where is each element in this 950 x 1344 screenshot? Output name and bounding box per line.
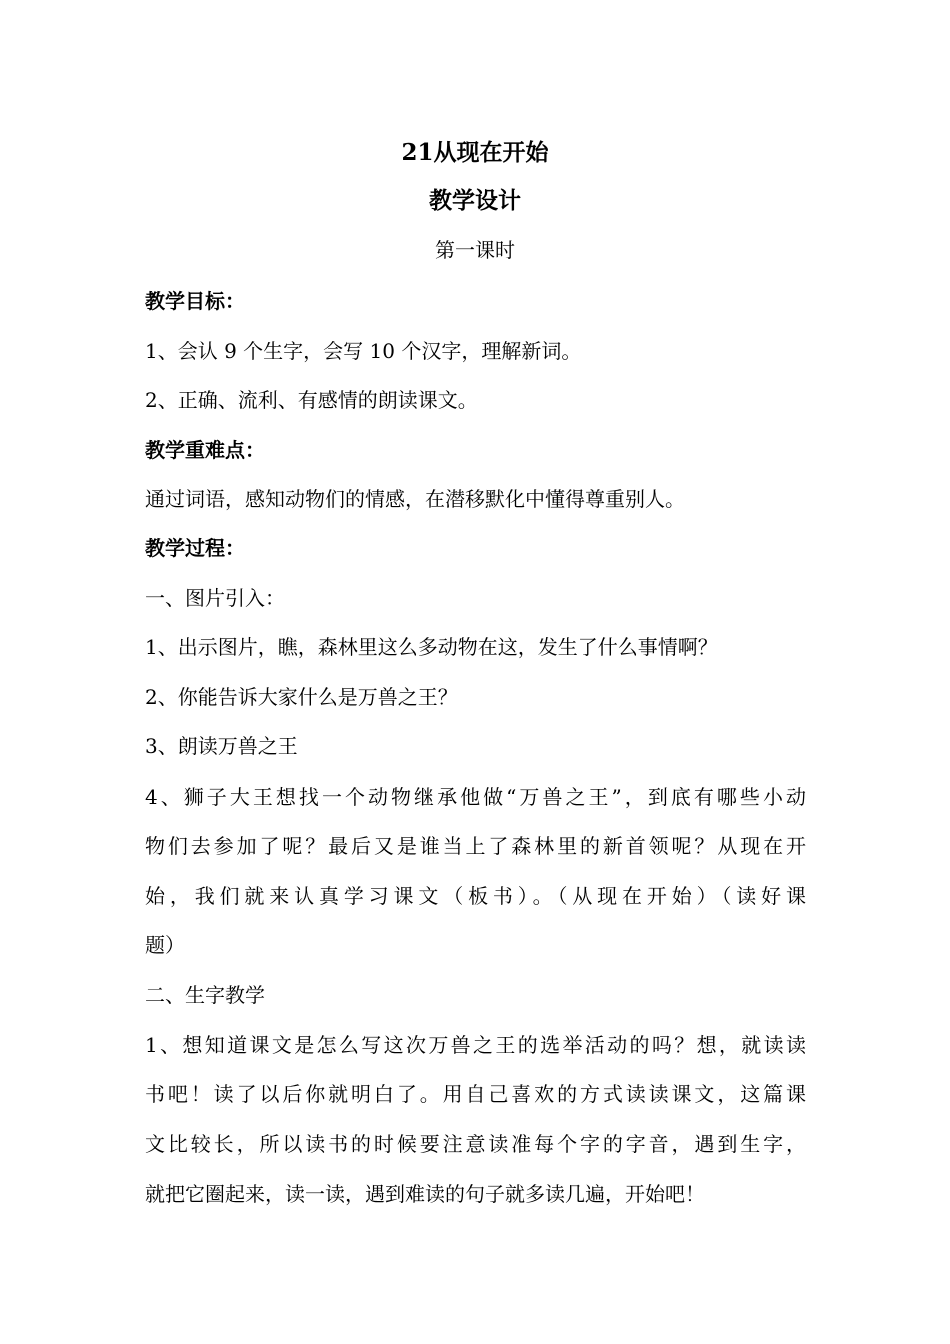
section1-item4-line: 题）	[145, 933, 185, 957]
key-points-text: 通过词语，感知动物们的情感，在潜移默化中懂得尊重别人。	[145, 487, 685, 511]
section2-heading: 二、生字教学	[145, 983, 265, 1007]
section2-item1-line: 就把它圈起来，读一读，遇到难读的句子就多读几遍，开始吧！	[145, 1182, 705, 1206]
section2-item1-line: 文比较长，所以读书的时候要注意读准每个字的字音，遇到生字，	[145, 1132, 806, 1156]
goal-item: 1、会认 9 个生字，会写 10 个汉字，理解新词。	[145, 339, 582, 363]
section1-item4-line: 物们去参加了呢？最后又是谁当上了森林里的新首领呢？从现在开	[145, 834, 806, 858]
lesson-label: 第一课时	[435, 238, 515, 262]
section1-item: 2、你能告诉大家什么是万兽之王？	[145, 685, 458, 709]
section1-item: 1、出示图片，瞧，森林里这么多动物在这，发生了什么事情啊？	[145, 635, 718, 659]
section2-item1-line: 1、想知道课文是怎么写这次万兽之王的选举活动的吗？想，就读读	[145, 1033, 806, 1057]
section1-item4-line: 始，我们就来认真学习课文（板书）。（从现在开始）（读好课	[145, 884, 806, 908]
goal-item: 2、正确、流利、有感情的朗读课文。	[145, 388, 478, 412]
goals-heading: 教学目标：	[145, 289, 245, 313]
document-title: 21从现在开始	[401, 139, 549, 166]
section1-item4-line: 4、狮子大王想找一个动物继承他做“万兽之王”，到底有哪些小动	[145, 785, 806, 809]
section1-heading: 一、图片引入：	[145, 586, 285, 610]
key-points-heading: 教学重难点：	[145, 438, 265, 462]
section2-item1-line: 书吧！读了以后你就明白了。用自己喜欢的方式读读课文，这篇课	[145, 1082, 806, 1106]
process-heading: 教学过程：	[145, 536, 245, 560]
section1-item: 3、朗读万兽之王	[145, 734, 298, 758]
document-subtitle: 教学设计	[429, 187, 521, 214]
